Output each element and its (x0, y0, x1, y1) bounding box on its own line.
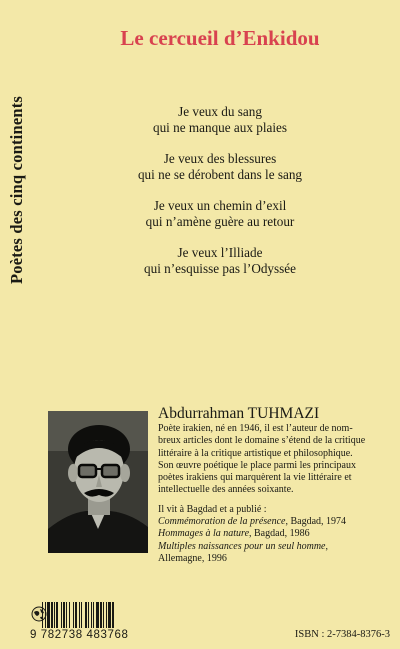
poem-line: qui n’amène guère au retour (145, 213, 295, 229)
bio-line: Poète irakien, né en 1946, il est l’auteur de nom- (158, 423, 353, 434)
author-photo (48, 411, 148, 553)
barcode-bar (88, 602, 89, 628)
barcode-bar (75, 602, 77, 628)
barcode-bar (108, 602, 111, 628)
barcode-bar (112, 602, 114, 628)
barcode-bar (81, 602, 82, 628)
bio-line: breux articles dont le domaine s’étend de la critique (158, 435, 366, 447)
spine (0, 0, 34, 649)
barcode-bar (63, 602, 65, 628)
series-name: Poètes des cinq continents (7, 95, 26, 285)
poem-line: qui ne manque aux plaies (152, 119, 288, 135)
barcode-bar (45, 602, 46, 628)
barcode-bar (100, 602, 102, 628)
barcode-bar (106, 602, 107, 628)
barcode-bar (47, 602, 50, 628)
stanza (40, 104, 400, 135)
poem-line: qui n’esquisse pas l’Odyssée (144, 260, 296, 276)
barcode-bar (56, 602, 58, 628)
bio-line: poètes irakiens qui marquèrent la vie littéraire et (158, 472, 352, 484)
barcode (30, 602, 155, 641)
work-item: Hommages à la nature, Bagdad, 1986 (158, 528, 310, 540)
barcode-bar (79, 602, 80, 628)
barcode-number: 9 782738 483768 (30, 629, 129, 641)
stanza (40, 198, 400, 229)
barcode-bar (69, 602, 70, 628)
author-portrait-icon (48, 411, 148, 553)
barcode-bar (103, 602, 104, 628)
barcode-bar (51, 602, 53, 628)
barcode-bar (73, 602, 74, 628)
author-bio (158, 405, 394, 565)
isbn: ISBN : 2-7384-8376-3 (294, 629, 390, 640)
work-item: Commémoration de la présence, Bagdad, 1974 (158, 516, 347, 528)
bio-line: Son œuvre poétique le place parmi les principaux (158, 459, 356, 471)
poem-excerpt (40, 104, 400, 292)
poem-line: Je veux un chemin d’exil (153, 198, 287, 213)
work-item: Allemagne, 1996 (158, 552, 227, 564)
poem-line: qui ne se dérobent dans le sang (137, 166, 303, 182)
bio-line: intellectuelle des années soixante. (158, 484, 294, 496)
barcode-bar (42, 602, 43, 628)
stanza (40, 151, 400, 182)
stanza (40, 245, 400, 276)
poem-line: Je veux des blessures (163, 151, 277, 166)
barcode-bar (85, 602, 87, 628)
barcode-bar (61, 602, 62, 628)
bio-line: littéraire à la critique artistique et philosophique. (158, 447, 353, 459)
barcode-bar (93, 602, 94, 628)
author-name: Abdurrahman TUHMAZI (158, 405, 320, 422)
work-item: Multiples naissances pour un seul homme, (158, 540, 328, 552)
barcode-bars (42, 602, 148, 628)
lives-line: Il vit à Bagdad et a publié : (158, 503, 267, 515)
poem-line: Je veux du sang (178, 104, 262, 119)
book-title: Le cercueil d’Enkidou (120, 26, 320, 50)
barcode-bar (91, 602, 92, 628)
barcode-bar (96, 602, 99, 628)
barcode-bar (66, 602, 67, 628)
barcode-bar (54, 602, 55, 628)
poem-line: Je veux l’Illiade (177, 245, 263, 260)
